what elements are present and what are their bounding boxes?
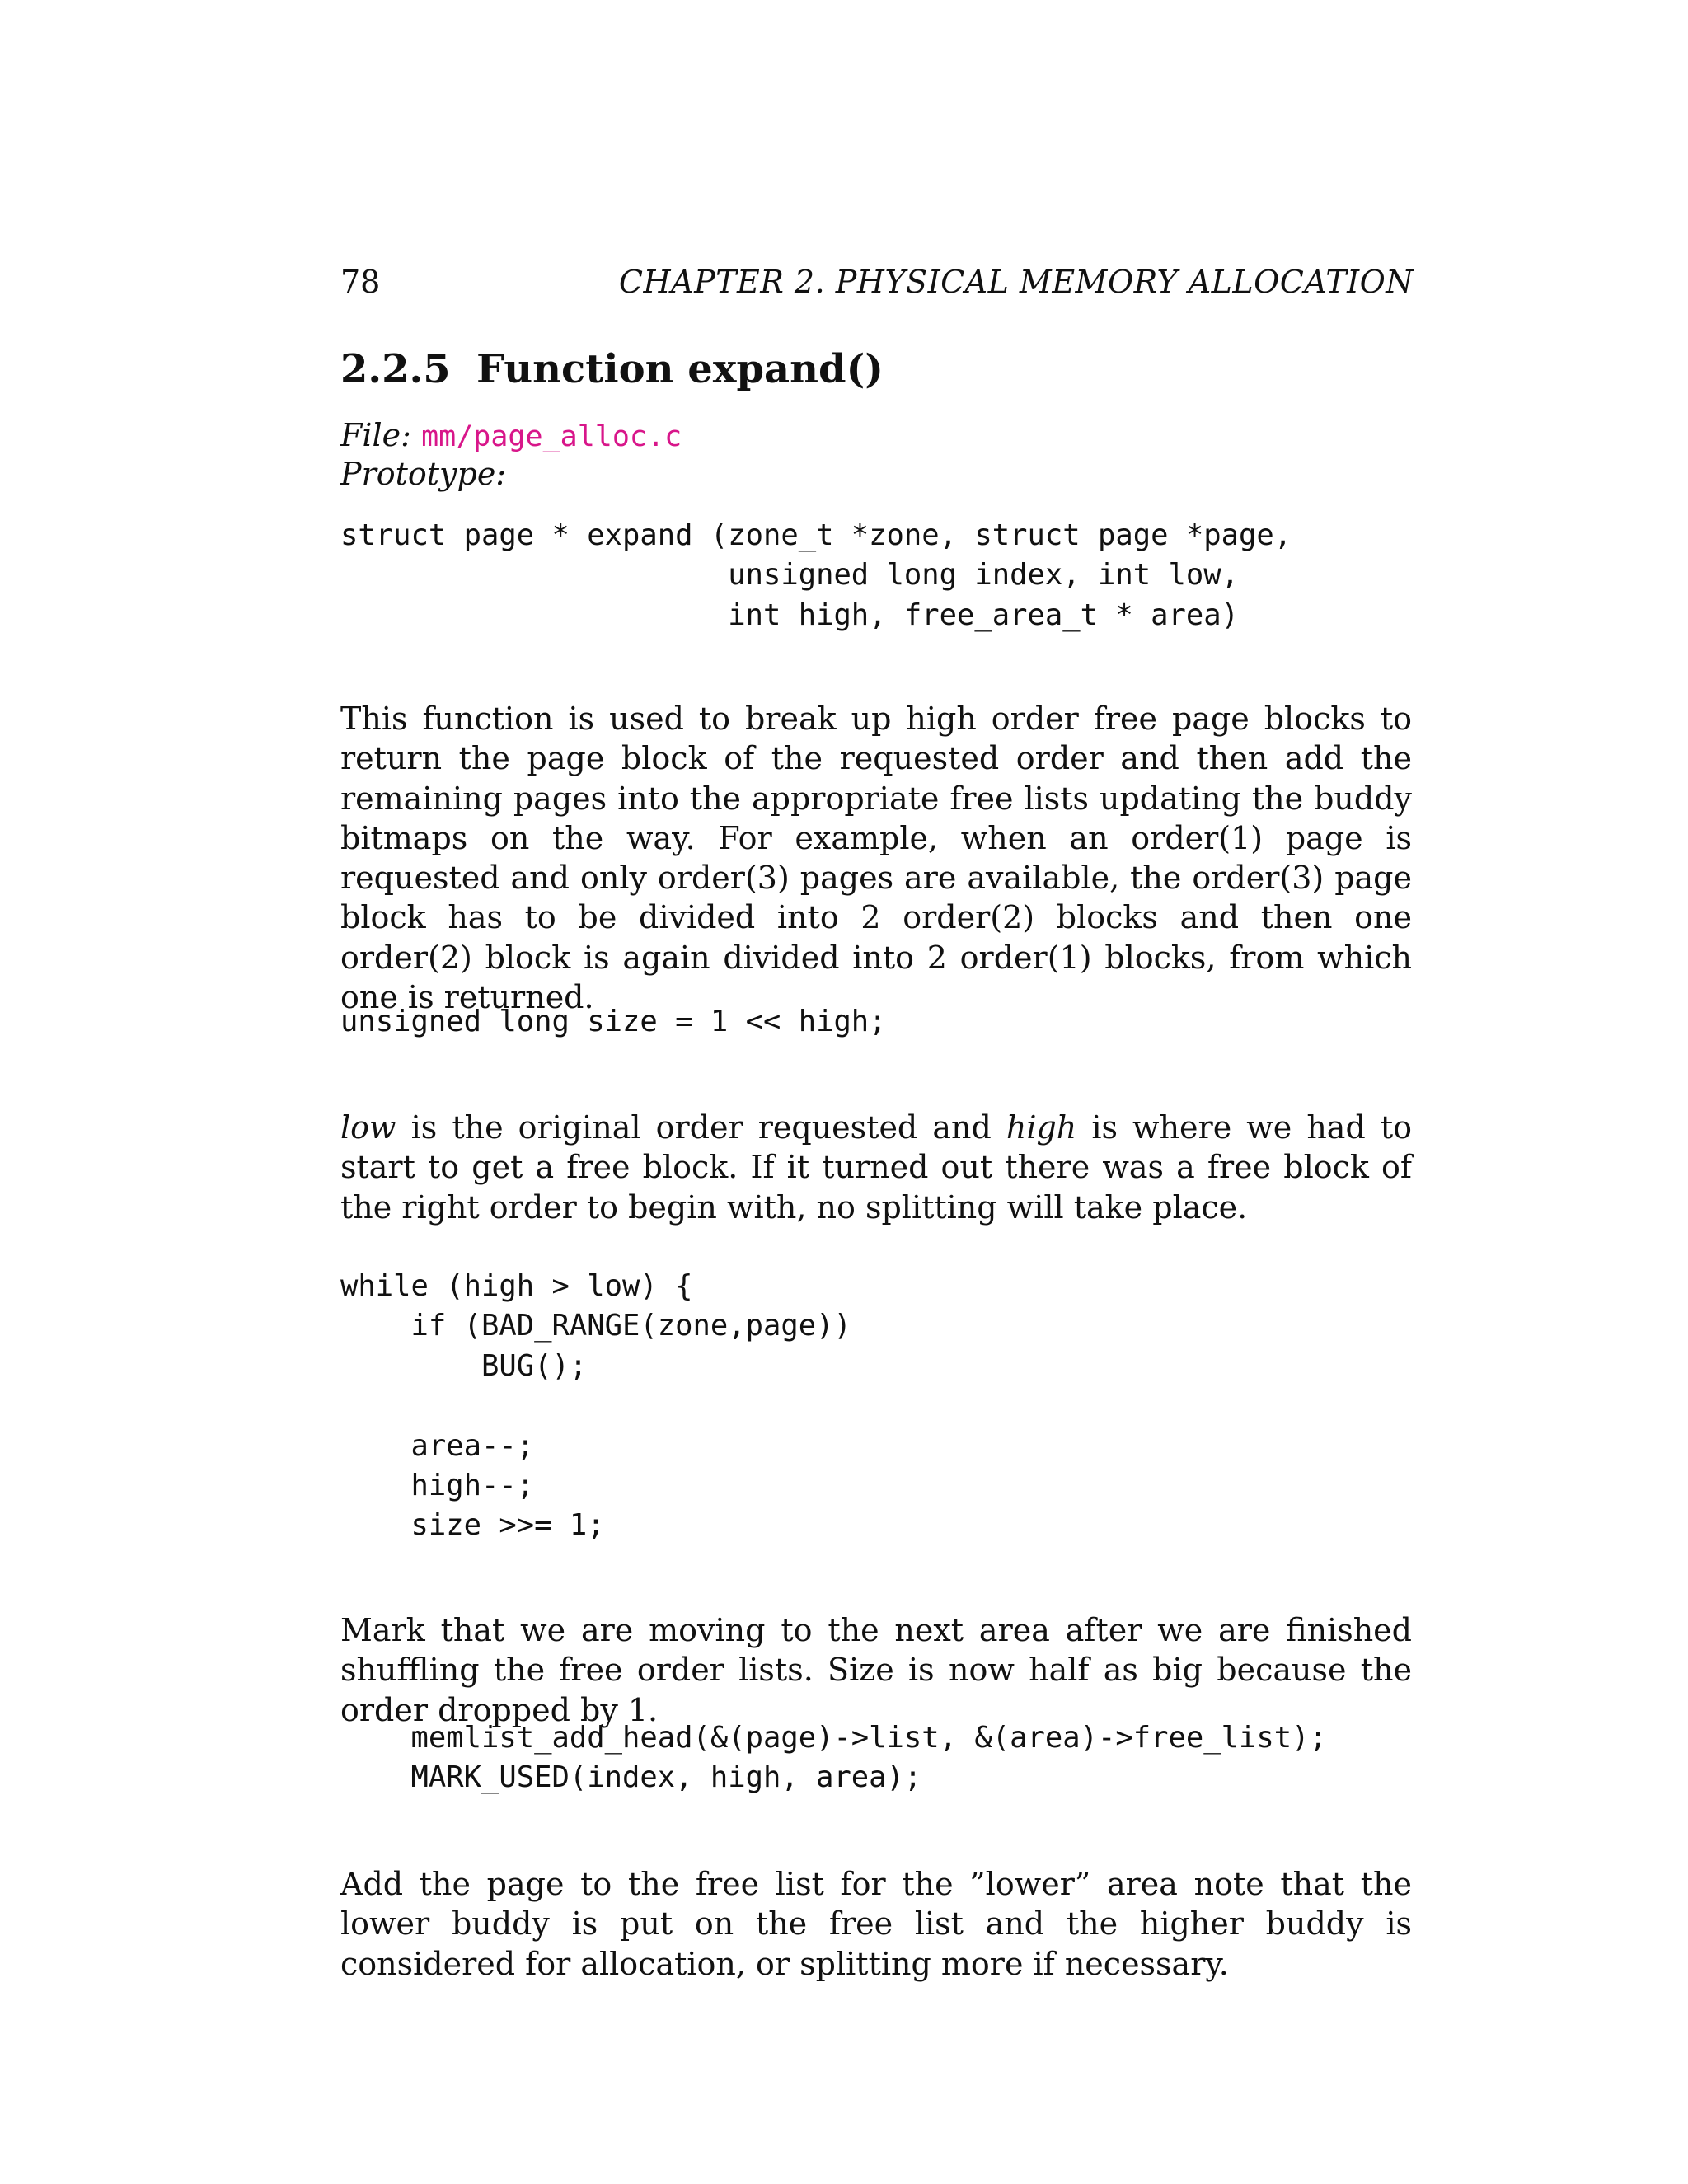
free-list-paragraph: Add the page to the free list for the ”lower” area note that the lower buddy is put on the free list and the higher buddy is considered for allocation, or splitting more if necessary. <box>340 1866 1412 1982</box>
page-number: 78 <box>340 264 381 300</box>
prototype-line <box>340 454 506 494</box>
file-path-link[interactable]: mm/page_alloc.c <box>421 420 682 453</box>
memlist-code-block: memlist_add_head(&(page)->list, &(area)->free_list); MARK_USED(index, high, area); <box>410 1721 1327 1795</box>
low-term: low <box>340 1109 396 1146</box>
running-header: CHAPTER 2. PHYSICAL MEMORY ALLOCATION <box>618 264 1414 300</box>
mark-area-paragraph: Mark that we are moving to the next area after we are finished shuffling the free order lists. Size is now half as big because the order dropped by 1. <box>340 1612 1412 1728</box>
file-line <box>340 415 682 457</box>
section-heading <box>340 344 884 394</box>
low-high-text-a: is the original order requested and <box>396 1109 1006 1146</box>
file-label: File: <box>340 417 411 453</box>
while-loop-code-block: while (high > low) { if (BAD_RANGE(zone,page)) BUG(); area--; high--; size >>= 1; <box>340 1269 851 1543</box>
description-paragraph: This function is used to break up high order free page blocks to return the page block of the requested order and then add the remaining pages into the appropriate free lists updating the buddy bitmaps on the way. For example, when an order(1) page is requested and only order(3) pages are available, the order(3) page block has to be divided into 2 order(2) blocks and then one order(2) block is again divided into 2 order(1) blocks, from which one is returned. <box>340 701 1412 1016</box>
section-title: Function expand() <box>476 346 884 392</box>
high-term: high <box>1006 1109 1077 1146</box>
prototype-code-block: struct page * expand (zone_t *zone, struct page *page, unsigned long index, int low, int high, free_area_t * area) <box>340 518 1292 632</box>
section-number: 2.2.5 <box>340 346 451 392</box>
size-code-block: unsigned long size = 1 << high; <box>340 1005 887 1038</box>
low-high-paragraph <box>340 1108 1412 1227</box>
low-high-text-b: is where we had to start to get a free block. If it turned out there was a free block of the right order to begin with, no splitting will take place. <box>340 1109 1412 1226</box>
prototype-label: Prototype: <box>340 456 507 492</box>
